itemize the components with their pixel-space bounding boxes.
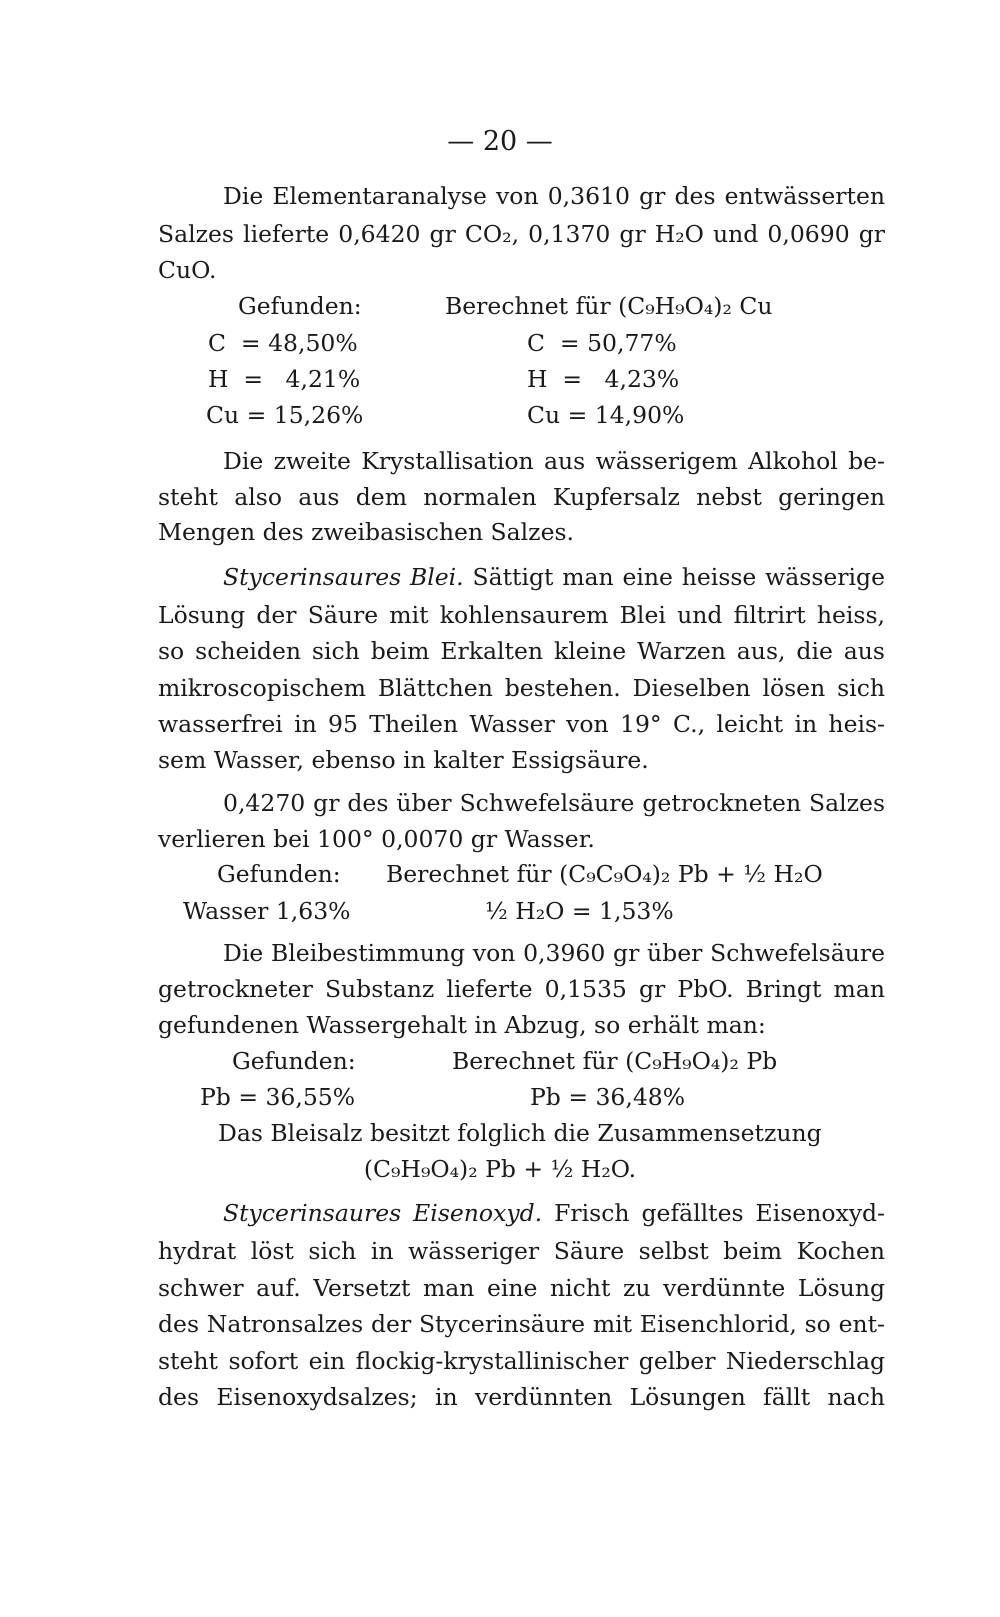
page-number: — 20 — xyxy=(447,126,553,157)
text-line: Die zweite Krystallisation aus wässerigem Alkohol be- xyxy=(223,447,885,475)
text-segment: Frisch gefälltes Eisenoxyd- xyxy=(554,1199,885,1227)
text-line: wasserfrei in 95 Theilen Wasser von 19° C., leicht in heis- xyxy=(158,710,885,738)
text-line: hydrat löst sich in wässeriger Säure selbst beim Kochen xyxy=(158,1237,885,1265)
text-line: 0,4270 gr des über Schwefelsäure getrockneten Salzes xyxy=(223,789,885,817)
text-line: Mengen des zweibasischen Salzes. xyxy=(158,518,575,546)
text-line: des Natronsalzes der Stycerinsäure mit Eisenchlorid, so ent- xyxy=(158,1310,885,1338)
text-segment: Sättigt man eine heisse wässerige xyxy=(472,563,885,591)
text-line: Die Elementaranalyse von 0,3610 gr des entwässerten xyxy=(223,182,885,210)
section-heading: Stycerinsaures Blei. xyxy=(223,563,464,591)
text-line: Lösung der Säure mit kohlensaurem Blei und filtrirt heiss, xyxy=(158,601,885,629)
table-value-found: C = 48,50% xyxy=(208,329,358,357)
table-value-found: Pb = 36,55% xyxy=(200,1083,356,1111)
text-line: steht also aus dem normalen Kupfersalz nebst geringen xyxy=(158,483,885,511)
text-line: steht sofort ein flockig-krystallinischer gelber Niederschlag xyxy=(158,1347,885,1375)
table-heading-found: Gefunden: xyxy=(232,1047,356,1075)
table-heading-found: Gefunden: xyxy=(217,860,341,888)
chemical-formula: (C₉H₉O₄)₂ Pb + ½ H₂O. xyxy=(363,1155,637,1183)
table-heading-calculated: Berechnet für (C₉H₉O₄)₂ Cu xyxy=(445,292,773,320)
text-line xyxy=(223,1199,885,1227)
text-line xyxy=(223,563,885,591)
table-value-calculated: C = 50,77% xyxy=(527,329,677,357)
text-line: Das Bleisalz besitzt folglich die Zusammensetzung xyxy=(218,1119,822,1147)
text-line: so scheiden sich beim Erkalten kleine Warzen aus, die aus xyxy=(158,637,885,665)
text-line: sem Wasser, ebenso in kalter Essigsäure. xyxy=(158,746,649,774)
text-line: getrockneter Substanz lieferte 0,1535 gr PbO. Bringt man xyxy=(158,975,885,1003)
table-heading-found: Gefunden: xyxy=(238,292,362,320)
text-line: Salzes lieferte 0,6420 gr CO₂, 0,1370 gr H₂O und 0,0690 gr xyxy=(158,220,885,248)
table-heading-calculated: Berechnet für (C₉C₉O₄)₂ Pb + ½ H₂O xyxy=(386,860,823,888)
table-value-calculated: H = 4,23% xyxy=(527,365,680,393)
text-line: des Eisenoxydsalzes; in verdünnten Lösungen fällt nach xyxy=(158,1383,885,1411)
table-heading-calculated: Berechnet für (C₉H₉O₄)₂ Pb xyxy=(452,1047,778,1075)
section-heading: Stycerinsaures Eisenoxyd. xyxy=(223,1199,543,1227)
text-line: CuO. xyxy=(158,256,217,284)
table-value-calculated: Cu = 14,90% xyxy=(527,401,685,429)
text-line: Die Bleibestimmung von 0,3960 gr über Schwefelsäure xyxy=(223,939,885,967)
text-line: gefundenen Wassergehalt in Abzug, so erhält man: xyxy=(158,1011,766,1039)
text-line: mikroscopischem Blättchen bestehen. Dieselben lösen sich xyxy=(158,674,885,702)
table-value-calculated: Pb = 36,48% xyxy=(530,1083,686,1111)
text-line: schwer auf. Versetzt man eine nicht zu verdünnte Lösung xyxy=(158,1274,885,1302)
table-value-found: H = 4,21% xyxy=(208,365,361,393)
table-value-found: Wasser 1,63% xyxy=(183,897,351,925)
table-value-calculated: ½ H₂O = 1,53% xyxy=(485,897,674,925)
table-value-found: Cu = 15,26% xyxy=(206,401,364,429)
text-line: verlieren bei 100° 0,0070 gr Wasser. xyxy=(158,825,595,853)
